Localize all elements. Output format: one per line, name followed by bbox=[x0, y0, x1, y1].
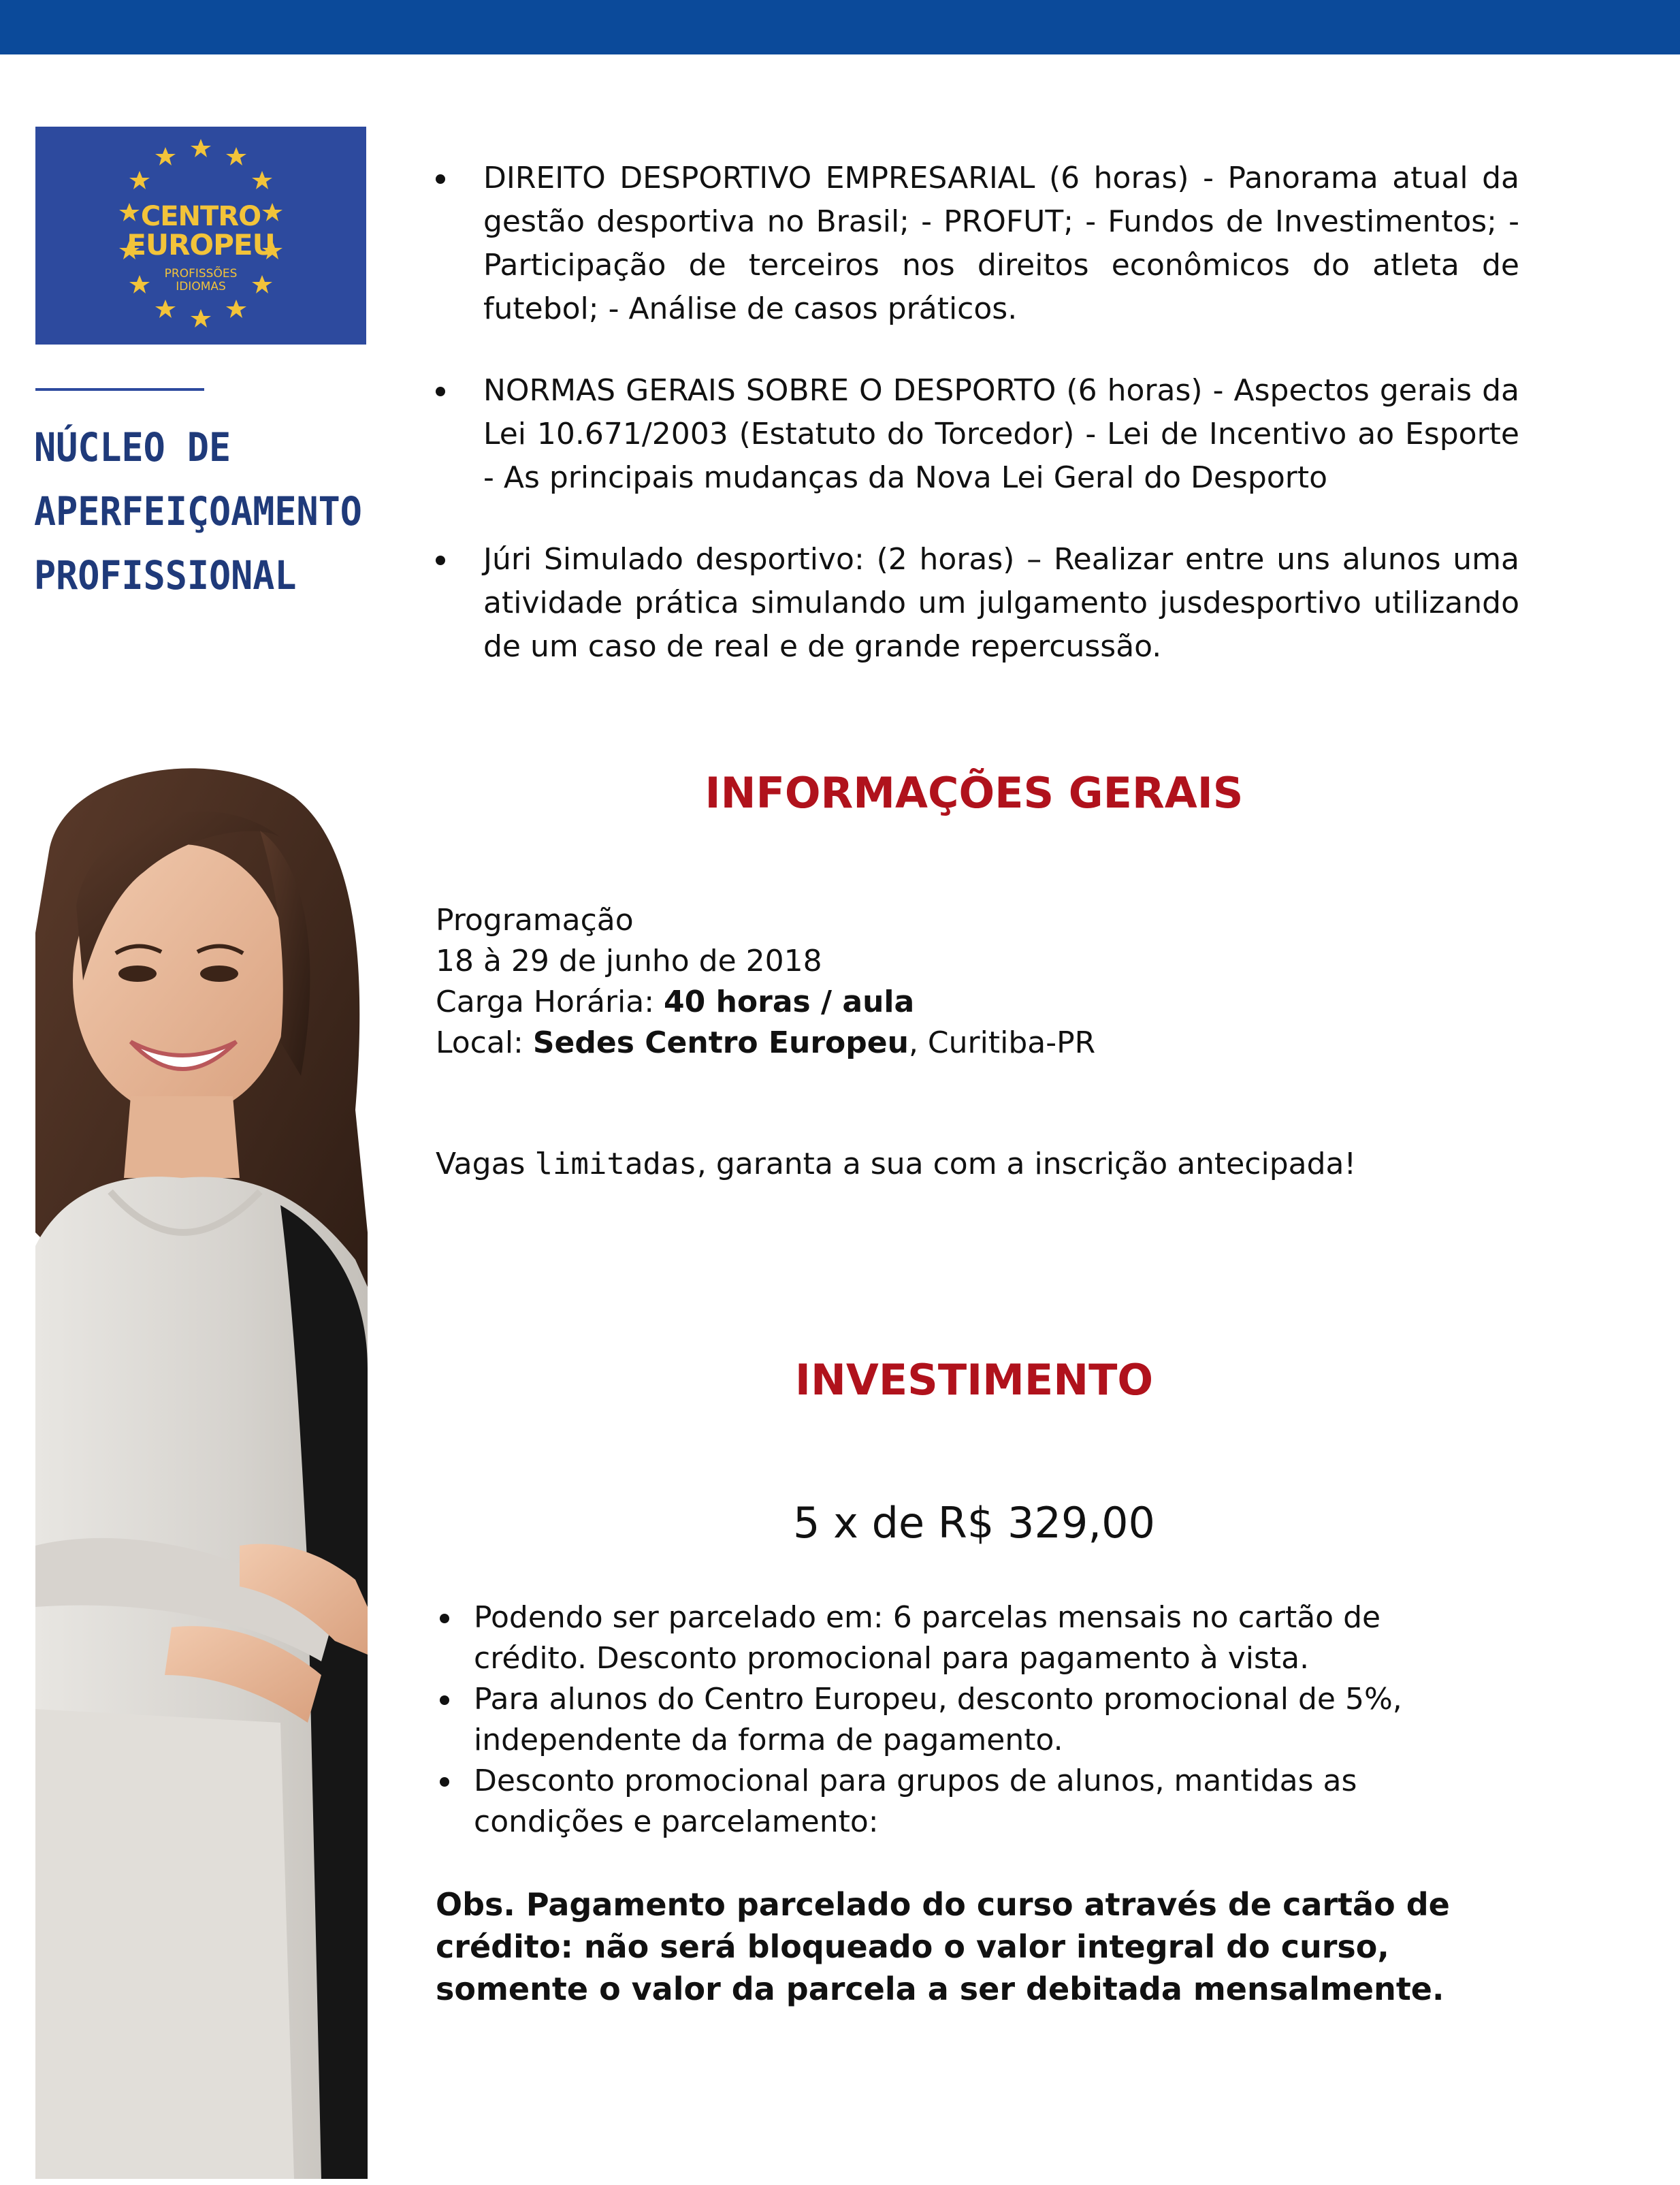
star-icon bbox=[226, 300, 246, 318]
logo-line2: EUROPEU bbox=[127, 228, 275, 261]
carga-value: 40 horas / aula bbox=[664, 985, 915, 1019]
logo-subtitle-1: PROFISSÕES bbox=[164, 267, 238, 281]
star-icon bbox=[155, 300, 176, 318]
star-icon bbox=[191, 309, 211, 328]
list-item: DIREITO DESPORTIVO EMPRESARIAL (6 horas) - Panorama atual da gestão desportiva no Brasil; - PROFUT; - Fundos de Investimentos; - Participação de terceiros nos direitos econômicos do atleta de futebol; - Análise de casos práticos. bbox=[429, 157, 1519, 331]
logo-line1: CENTRO bbox=[140, 201, 261, 232]
info-section-title: INFORMAÇÕES GERAIS bbox=[705, 768, 1244, 818]
payment-observation: Obs. Pagamento parcelado do curso através de cartão de crédito: não será bloqueado o valor integral do curso, somente o valor da parcela a ser debitada mensalmente. bbox=[436, 1886, 1450, 2007]
info-block bbox=[436, 900, 1525, 1064]
vagas-mono: limitadas bbox=[534, 1147, 697, 1181]
local-city: , Curitiba-PR bbox=[908, 1025, 1096, 1060]
local bbox=[436, 1023, 1525, 1064]
woman-portrait-image bbox=[35, 756, 368, 2179]
sidebar-title bbox=[34, 424, 388, 620]
sidebar-divider bbox=[35, 388, 204, 391]
dates-text: 18 à 29 de junho de 2018 bbox=[436, 944, 822, 978]
carga-label: Carga Horária: bbox=[436, 985, 664, 1019]
list-item: Júri Simulado desportivo: (2 horas) – Realizar entre uns alunos uma atividade prática simulando um julgamento jusdesportivo utilizando de um caso de real e de grande repercussão. bbox=[429, 538, 1519, 669]
star-icon bbox=[252, 171, 272, 189]
sidebar-title-line: APERFEIÇOAMENTO bbox=[34, 488, 362, 535]
top-accent-bar bbox=[0, 0, 1680, 54]
price-text: 5 x de R$ 329,00 bbox=[793, 1498, 1155, 1548]
local-value: Sedes Centro Europeu bbox=[532, 1025, 909, 1060]
star-icon bbox=[226, 147, 246, 165]
star-icon bbox=[155, 147, 176, 165]
carga-horaria bbox=[436, 982, 1525, 1023]
sidebar-title-line: PROFISSIONAL bbox=[34, 552, 297, 599]
investimento-section-title: INVESTIMENTO bbox=[794, 1355, 1154, 1405]
modules-section bbox=[429, 157, 1519, 707]
list-item: Desconto promocional para grupos de alunos, mantidas as condições e parcelamento: bbox=[436, 1761, 1457, 1843]
list-item: NORMAS GERAIS SOBRE O DESPORTO (6 horas) - Aspectos gerais da Lei 10.671/2003 (Estatuto do Torcedor) - Lei de Incentivo ao Esporte - As principais mudanças da Nova Lei Geral do Desporto bbox=[429, 369, 1519, 500]
local-label: Local: bbox=[436, 1025, 533, 1060]
star-icon bbox=[191, 139, 211, 157]
logo-subtitle-2: IDIOMAS bbox=[176, 280, 226, 293]
star-icon bbox=[129, 171, 150, 189]
centro-europeu-logo bbox=[35, 127, 366, 345]
payment-options-list bbox=[436, 1597, 1457, 1843]
programacao-label: Programação bbox=[436, 903, 634, 938]
modules-list bbox=[429, 157, 1519, 669]
vagas-suffix: , garanta a sua com a inscrição antecipada! bbox=[696, 1147, 1357, 1181]
list-item: Podendo ser parcelado em: 6 parcelas mensais no cartão de crédito. Desconto promocional para pagamento à vista. bbox=[436, 1597, 1457, 1679]
list-item: Para alunos do Centro Europeu, desconto promocional de 5%, independente da forma de pagamento. bbox=[436, 1679, 1457, 1761]
sidebar-title-line: NÚCLEO DE bbox=[34, 424, 231, 471]
vagas-prefix: Vagas bbox=[436, 1147, 535, 1181]
vagas-notice bbox=[436, 1144, 1525, 1185]
